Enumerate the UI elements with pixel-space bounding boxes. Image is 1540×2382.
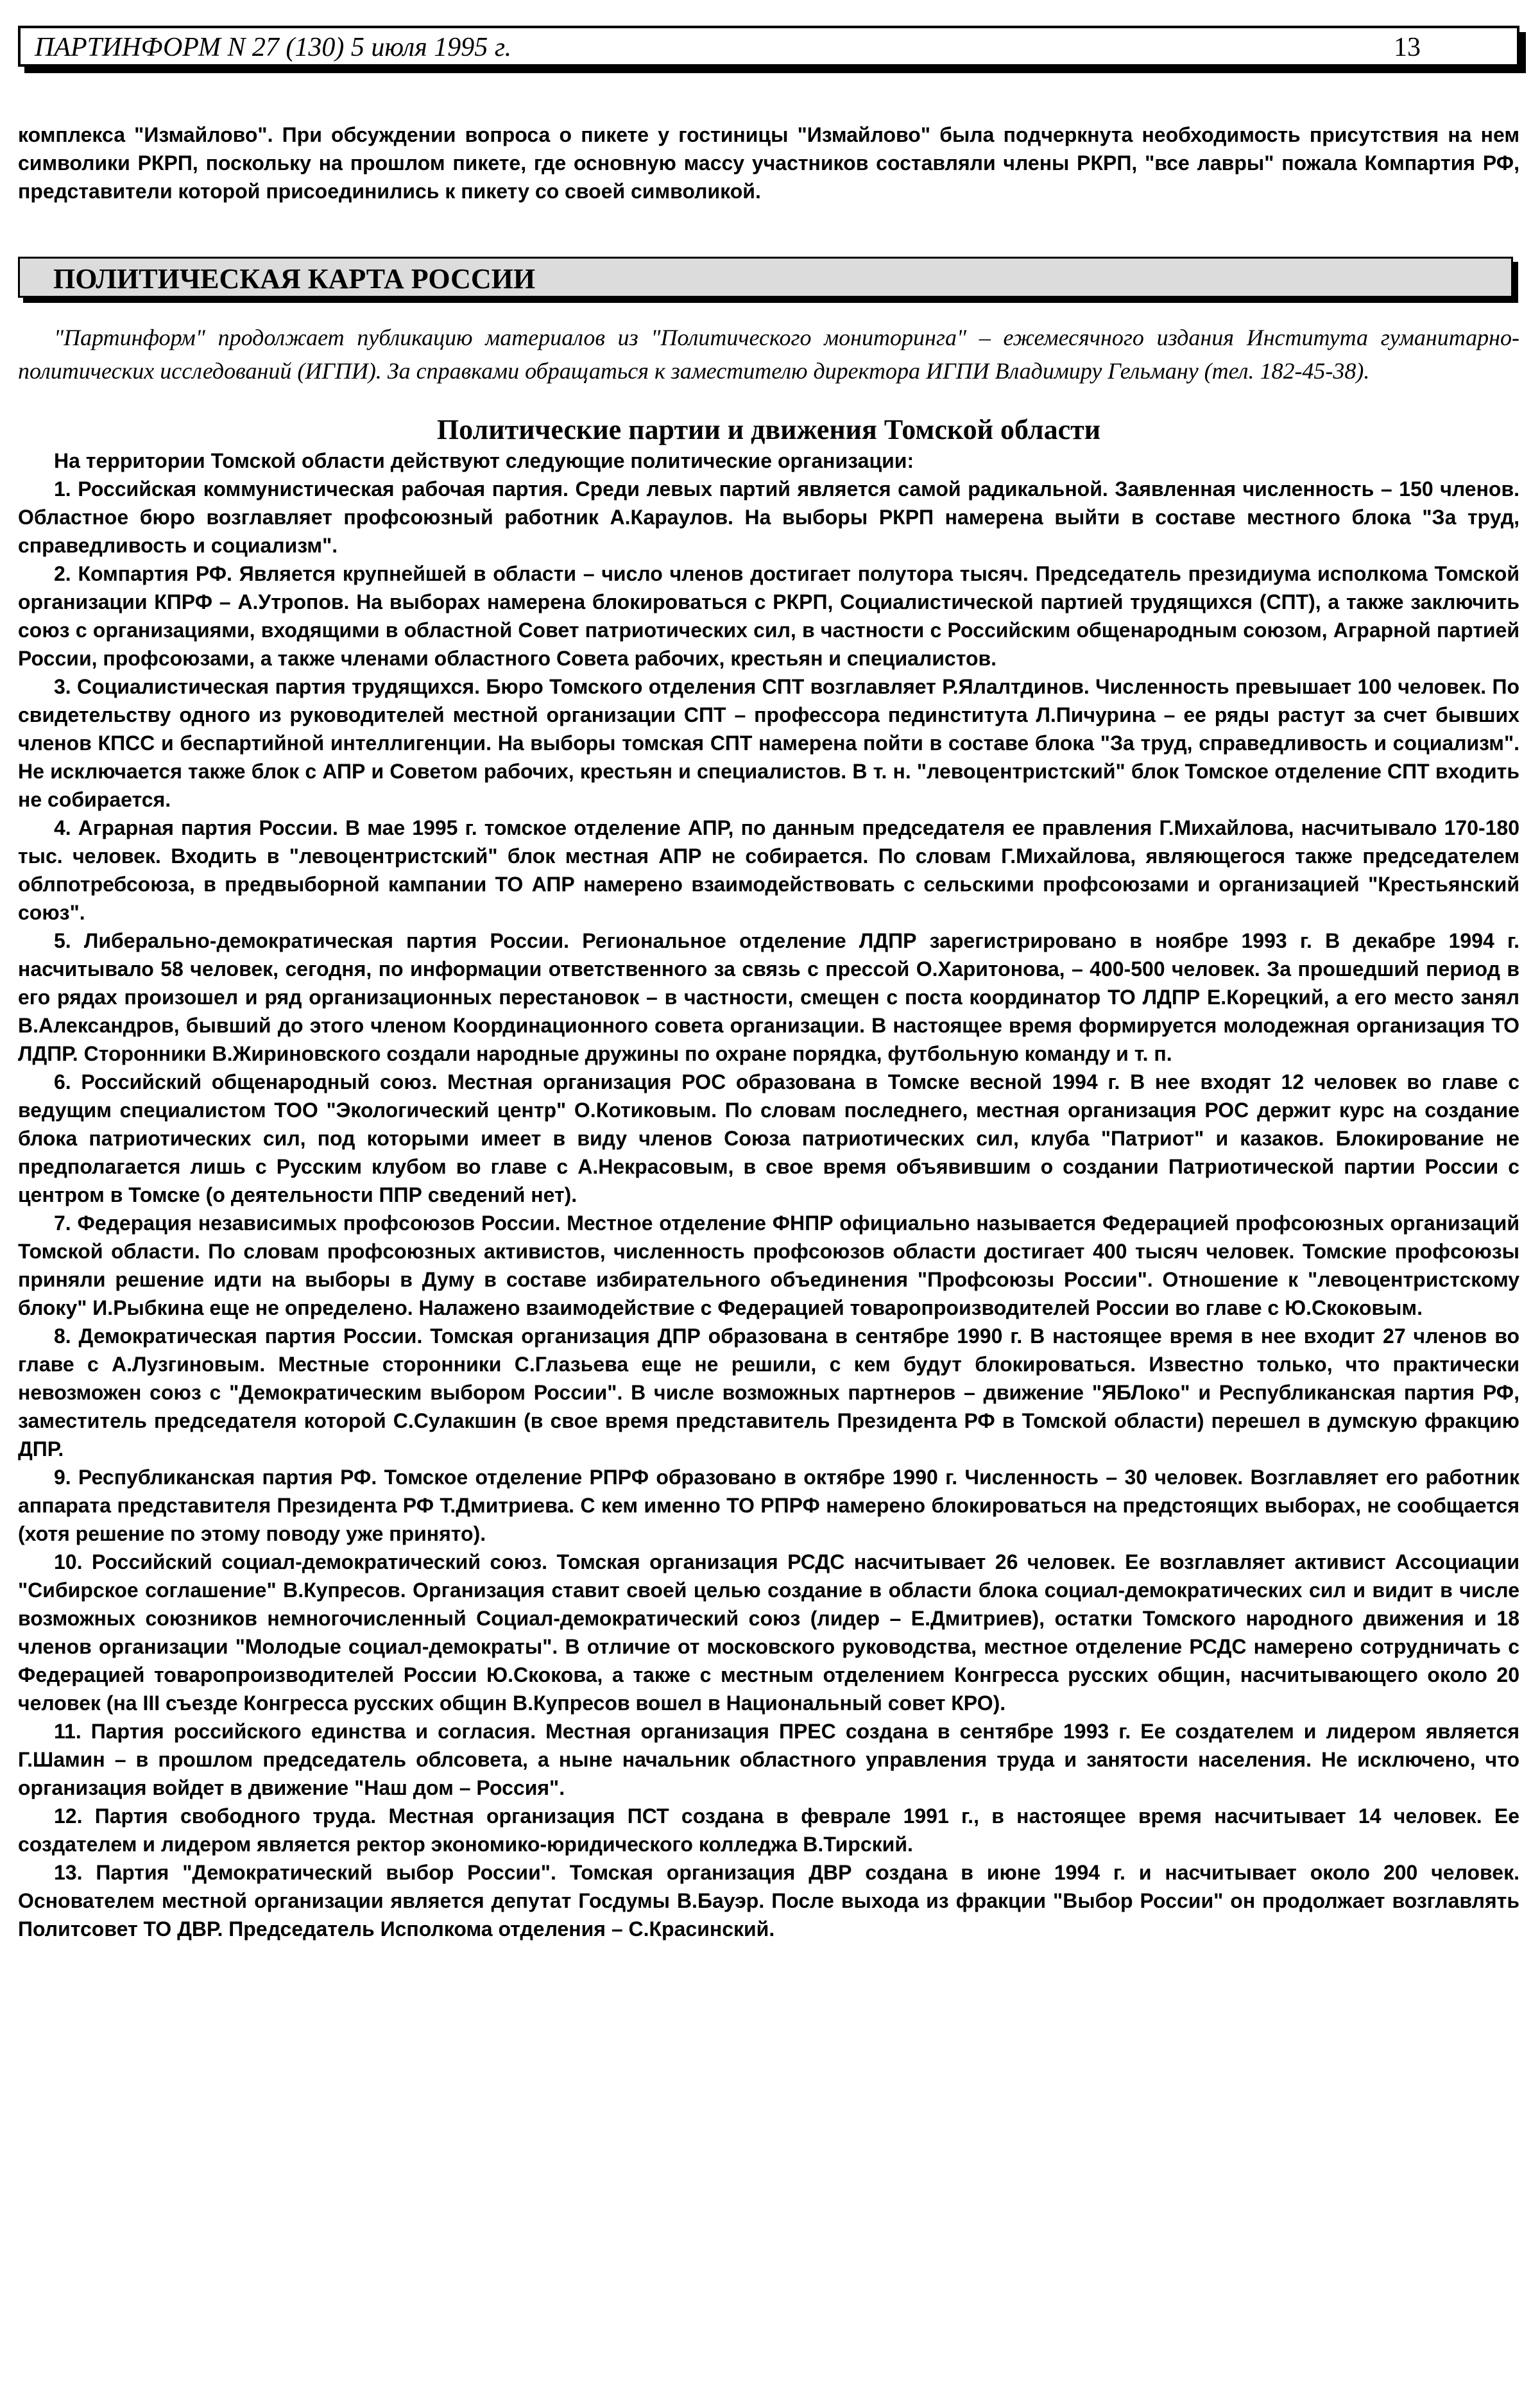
party-paragraph: 9. Республиканская партия РФ. Томское отделение РПРФ образовано в октябре 1990 г. Численность – 30 человек. Возглавляет его работник аппарата представителя Президента РФ Т.Дмитриева. С кем именно ТО РПРФ намерено блокироваться на предстоящих выборах, не сообщается (хотя решение по этому поводу уже принято).	[18, 1466, 1519, 1545]
section-title: ПОЛИТИЧЕСКАЯ КАРТА РОССИИ	[53, 263, 536, 295]
party-paragraph: 10. Российский социал-демократический союз. Томская организация РСДС насчитывает 26 человек. Ее возглавляет активист Ассоциации "Сибирское соглашение" В.Купресов. Организация ставит своей целью создание в области блока социал-демократических сил и видит в числе возможных союзников немногочисленный Социал-демократический союз (лидер – Е.Дмитриев), остатки Томского народного движения и 18 членов организации "Молодые социал-демократы". В отличие от московского руководства, местное отделение РСДС намерено сотрудничать с Федерацией товаропроизводителей России Ю.Скокова, а также с местным отделением Конгресса русских общин, насчитывающего около 20 человек (на III съезде Конгресса русских общин В.Купресов вошел в Национальный совет КРО).	[18, 1550, 1519, 1715]
running-header	[18, 26, 1519, 67]
party-paragraph: 13. Партия "Демократический выбор России". Томская организация ДВР создана в июне 1994 г. и насчитывает около 200 человек. Основателем местной организации является депутат Госдумы В.Бауэр. После выхода из фракции "Выбор России" он продолжает возглавлять Политсовет ТО ДВР. Председатель Исполкома отделения – С.Красинский.	[18, 1861, 1519, 1941]
party-paragraph: 5. Либерально-демократическая партия России. Региональное отделение ЛДПР зарегистрировано в ноябре 1993 г. В декабре 1994 г. насчитывало 58 человек, сегодня, по информации ответственного за связь с прессой О.Харитонова, – 400-500 человек. За прошедший период в его рядах произошел и ряд организационных перестановок – в частности, смещен с поста координатор ТО ЛДПР Е.Корецкий, а его место занял В.Александров, бывший до этого членом Координационного совета организации. В настоящее время формируется молодежная организация ТО ЛДПР. Сторонники В.Жириновского создали народные дружины по охране порядка, футбольную команду и т. п.	[18, 929, 1519, 1065]
party-paragraph: 12. Партия свободного труда. Местная организация ПСТ создана в феврале 1991 г., в настоящее время насчитывает 14 человек. Ее создателем и лидером является ректор экономико-юридического колледжа В.Тирский.	[18, 1804, 1519, 1856]
party-paragraph: 2. Компартия РФ. Является крупнейшей в области – число членов достигает полутора тысяч. Председатель президиума исполкома Томской организации КПРФ – А.Утропов. На выборах намерена блокироваться с РКРП, Социалистической партией трудящихся (СПТ), а также заключить союз с организациями, входящими в областной Совет патриотических сил, в частности с Российским общенародным союзом, Аграрной партией России, профсоюзами, а также членами областного Совета рабочих, крестьян и специалистов.	[18, 562, 1519, 670]
continuation-paragraph: комплекса "Измайлово". При обсуждении вопроса о пикете у гостиницы "Измайлово" была подчеркнута необходимость присутствия на нем символики РКРП, поскольку на прошлом пикете, где основную массу участников составляли члены РКРП, "все лавры" пожала Компартия РФ, представители которой присоединились к пикету со своей символикой.	[18, 123, 1519, 203]
party-paragraph: 4. Аграрная партия России. В мае 1995 г. томское отделение АПР, по данным председателя ее правления Г.Михайлова, насчитывало 170-180 тыс. человек. Входить в "левоцентристский" блок местная АПР не собирается. По словам Г.Михайлова, являющегося также председателем облпотребсоюза, в предвыборной кампании ТО АПР намерено взаимодействовать с сельскими профсоюзами и организацией "Крестьянский союз".	[18, 816, 1519, 924]
article-lead: На территории Томской области действуют следующие политические организации:	[54, 449, 914, 472]
party-paragraph: 11. Партия российского единства и согласия. Местная организация ПРЕС создана в сентябре 1993 г. Ее создателем и лидером является Г.Шамин – в прошлом председатель облсовета, а ныне начальник областного управления труда и занятости населения. Не исключено, что организация войдет в движение "Наш дом – Россия".	[18, 1720, 1519, 1799]
publication-title: ПАРТИНФОРМ N 27 (130) 5 июля 1995 г.	[35, 33, 512, 62]
section-banner	[18, 257, 1513, 298]
page-number: 13	[1394, 33, 1421, 62]
article-heading: Политические партии и движения Томской области	[436, 414, 1101, 445]
party-paragraph: 3. Социалистическая партия трудящихся. Бюро Томского отделения СПТ возглавляет Р.Ялалтдинов. Численность превышает 100 человек. По свидетельству одного из руководителей местной организации СПТ – профессора пединститута Л.Пичурина – ее ряды растут за счет бывших членов КПСС и беспартийной интеллигенции. На выборы томская СПТ намерена пойти в составе блока "За труд, справедливость и социализм". Не исключается также блок с АПР и Советом рабочих, крестьян и специалистов. В т. н. "левоцентристский" блок Томское отделение СПТ входить не собирается.	[18, 675, 1519, 811]
party-paragraph: 1. Российская коммунистическая рабочая партия. Среди левых партий является самой радикальной. Заявленная численность – 150 членов. Областное бюро возглавляет профсоюзный работник А.Караулов. На выборы РКРП намерена выйти в составе местного блока "За труд, справедливость и социализм".	[18, 477, 1519, 557]
page	[18, 26, 1519, 1943]
party-paragraph: 8. Демократическая партия России. Томская организация ДПР образована в сентябре 1990 г. В настоящее время в нее входит 27 членов во главе с А.Лузгиновым. Местные сторонники С.Глазьева еще не решили, с кем будут блокироваться. Известно только, что практически невозможен союз с "Демократическим выбором России". В числе возможных партнеров – движение "ЯБЛоко" и Республиканская партия РФ, заместитель председателя которой С.Сулакшин (в свое время представитель Президента РФ в Томской области) перешел в думскую фракцию ДПР.	[18, 1324, 1519, 1461]
party-paragraph: 7. Федерация независимых профсоюзов России. Местное отделение ФНПР официально называется Федерацией профсоюзных организаций Томской области. По словам профсоюзных активистов, численность профсоюзов области достигает 400 тысяч человек. Томские профсоюзы приняли решение идти на выборы в Думу в составе избирательного объединения "Профсоюзы России". Отношение к "левоцентристскому блоку" И.Рыбкина еще не определено. Налажено взаимодействие с Федерацией товаропроизводителей России во главе с Ю.Скоковым.	[18, 1212, 1519, 1319]
section-intro: "Партинформ" продолжает публикацию материалов из "Политического мониторинга" – ежемесячного издания Института гуманитарно-политических исследований (ИГПИ). За справками обращаться к заместителю директора ИГПИ Владимиру Гельману (тел. 182-45-38).	[18, 325, 1519, 384]
party-paragraph: 6. Российский общенародный союз. Местная организация РОС образована в Томске весной 1994 г. В нее входят 12 человек во главе с ведущим специалистом ТОО "Экологический центр" О.Котиковым. По словам последнего, местная организация РОС держит курс на создание блока патриотических сил, под которыми имеет в виду членов Союза патриотических сил, клуба "Патриот" и казаков. Блокирование не предполагается лишь с Русским клубом во главе с А.Некрасовым, в свое время объявившим о создании Патриотической партии России с центром в Томске (о деятельности ППР сведений нет).	[18, 1070, 1519, 1206]
